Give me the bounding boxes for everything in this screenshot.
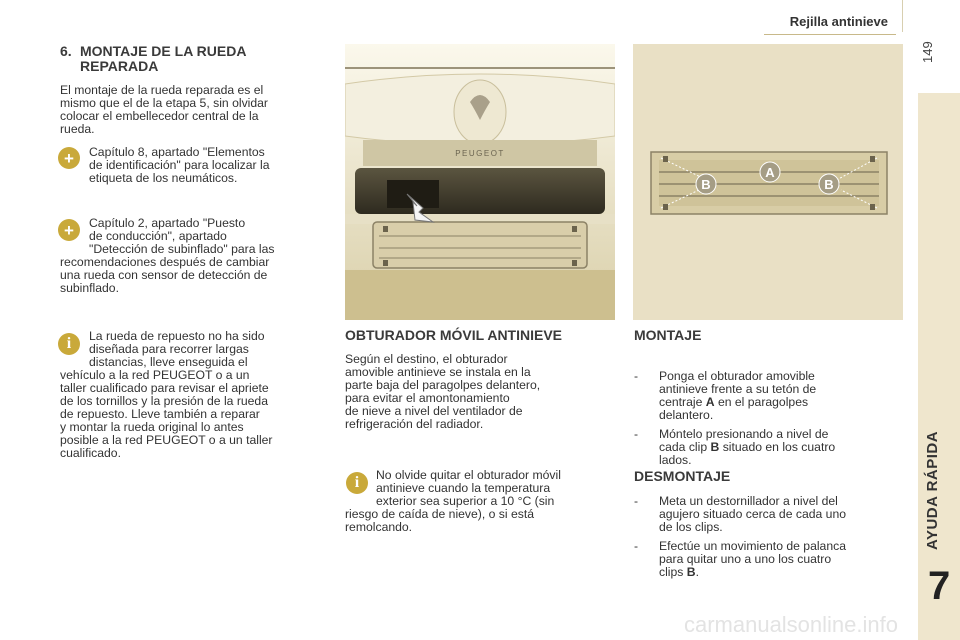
label-b-right: B [824, 177, 834, 192]
text-line: antinieve frente a su tetón de [659, 382, 817, 396]
list-bullet: - [634, 494, 639, 508]
reference-letter: B [686, 565, 696, 579]
text-line: distancias, lleve enseguida el [89, 355, 248, 369]
text-line: Según el destino, el obturador [345, 352, 508, 366]
section-title-montaje-rueda [60, 44, 330, 74]
text-line: de los clips. [659, 520, 723, 534]
plus-icon: + [58, 147, 80, 169]
text-line: una rueda con sensor de detección de [60, 268, 268, 282]
text-line: de nieve a nivel del ventilador de [345, 404, 523, 418]
text-line: Efectúe un movimiento de palanca [659, 539, 846, 553]
text-line: de identificación" para localizar la [89, 158, 270, 172]
text-line: riesgo de caída de nieve), o si está [345, 507, 535, 521]
text-run: centraje [659, 395, 706, 409]
running-header-title: Rejilla antinieve [789, 14, 888, 29]
text-line: de repuesto. Lleve también a reparar [60, 407, 260, 421]
text-line: de conducción", apartado [89, 229, 227, 243]
intro-paragraph [60, 84, 330, 136]
text-run: situado en los cuatro [719, 440, 836, 454]
obturador-paragraph [345, 353, 615, 431]
section-title-desmontaje: DESMONTAJE [634, 468, 731, 484]
text-line: colocar el embellecedor central de la [60, 109, 259, 123]
info-note-remove-shutter-cont [345, 508, 620, 534]
text-line: subinflado. [60, 281, 119, 295]
text-line: para evitar el amontonamiento [345, 391, 510, 405]
text-line: cualificado. [60, 446, 121, 460]
info-note-spare-wheel [89, 330, 329, 369]
text-line: etiqueta de los neumáticos. [89, 171, 238, 185]
chapter-side-tab [918, 93, 960, 640]
text-line: El montaje de la rueda reparada es el [60, 83, 264, 97]
text-run: en el paragolpes [714, 395, 809, 409]
section-number: 6. [60, 43, 72, 59]
text-line: recomendaciones después de cambiar [60, 255, 270, 269]
text-line: Móntelo presionando a nivel de [659, 427, 829, 441]
text-line: No olvide quitar el obturador móvil [376, 468, 561, 482]
list-bullet: - [634, 369, 639, 383]
text-line [659, 566, 904, 579]
front-bumper-photo [345, 44, 615, 320]
text-line: Ponga el obturador amovible [659, 369, 815, 383]
list-item [634, 370, 904, 422]
text-line: remolcando. [345, 520, 413, 534]
shutter-clip-diagram [633, 44, 903, 320]
list-bullet: - [634, 539, 639, 553]
text-line: La rueda de repuesto no ha sido [89, 329, 265, 343]
text-line: mismo que el de la etapa 5, sin olvidar [60, 96, 268, 110]
text-line: delantero. [659, 408, 714, 422]
text-line: posible a la red PEUGEOT o a un taller [60, 433, 273, 447]
text-line: exterior sea superior a 10 °C (sin [376, 494, 555, 508]
text-line: vehículo a la red PEUGEOT o a un [60, 368, 250, 382]
plus-icon: + [58, 219, 80, 241]
section-title-obturador: OBTURADOR MÓVIL ANTINIEVE [345, 327, 563, 343]
list-item [634, 428, 904, 467]
text-line: agujero situado cerca de cada uno [659, 507, 847, 521]
text-line [659, 441, 904, 454]
text-line: taller cualificado para revisar el apriete [60, 381, 269, 395]
header-rule [764, 34, 896, 35]
reference-letter: B [710, 440, 720, 454]
text-line: Capítulo 2, apartado "Puesto [89, 216, 246, 230]
text-line: de los tornillos y la presión de la rueda [60, 394, 268, 408]
text-line: parte baja del paragolpes delantero, [345, 378, 541, 392]
desmontaje-steps [634, 495, 904, 585]
label-a: A [765, 165, 775, 180]
info-note-remove-shutter [376, 469, 616, 508]
reference-letter: A [705, 395, 715, 409]
text-line: para quitar uno a uno los cuatro [659, 552, 832, 566]
info-icon: i [346, 472, 368, 494]
brand-badge-text: PEUGEOT [455, 149, 505, 158]
text-line: diseñada para recorrer largas [89, 342, 249, 356]
text-line: antinieve cuando la temperatura [376, 481, 551, 495]
list-item [634, 495, 904, 534]
label-b-left: B [701, 177, 711, 192]
section-title-line1: MONTAJE DE LA RUEDA [80, 43, 247, 59]
section-title-montaje: MONTAJE [634, 327, 702, 343]
montaje-steps [634, 370, 904, 473]
text-line: Capítulo 8, apartado "Elementos [89, 145, 265, 159]
chapter-side-label: AYUDA RÁPIDA [924, 430, 941, 550]
text-run: clips [659, 565, 687, 579]
text-line: "Detección de subinflado" para las [89, 242, 275, 256]
text-line: lados. [659, 453, 692, 467]
section-title-line2: REPARADA [80, 58, 159, 74]
page-number: 149 [920, 41, 935, 63]
cross-reference-note-1 [89, 146, 329, 185]
chapter-number: 7 [928, 564, 951, 608]
text-run: cada clip [659, 440, 711, 454]
text-line: refrigeración del radiador. [345, 417, 484, 431]
header-vertical-rule [902, 0, 903, 32]
front-bumper-illustration [345, 44, 615, 320]
text-line: amovible antinieve se instala en la [345, 365, 531, 379]
cross-reference-note-2-cont [60, 256, 335, 295]
text-line: rueda. [60, 122, 95, 136]
shutter-diagram-illustration [633, 44, 903, 320]
list-item [634, 540, 904, 579]
text-line: y montar la rueda original lo antes [60, 420, 244, 434]
text-run: . [695, 565, 699, 579]
info-icon: i [58, 333, 80, 355]
cross-reference-note-2 [89, 217, 329, 256]
list-bullet: - [634, 427, 639, 441]
text-line: Meta un destornillador a nivel del [659, 494, 838, 508]
info-note-spare-wheel-cont [60, 369, 340, 460]
watermark-text: carmanualsonline.info [683, 612, 898, 637]
